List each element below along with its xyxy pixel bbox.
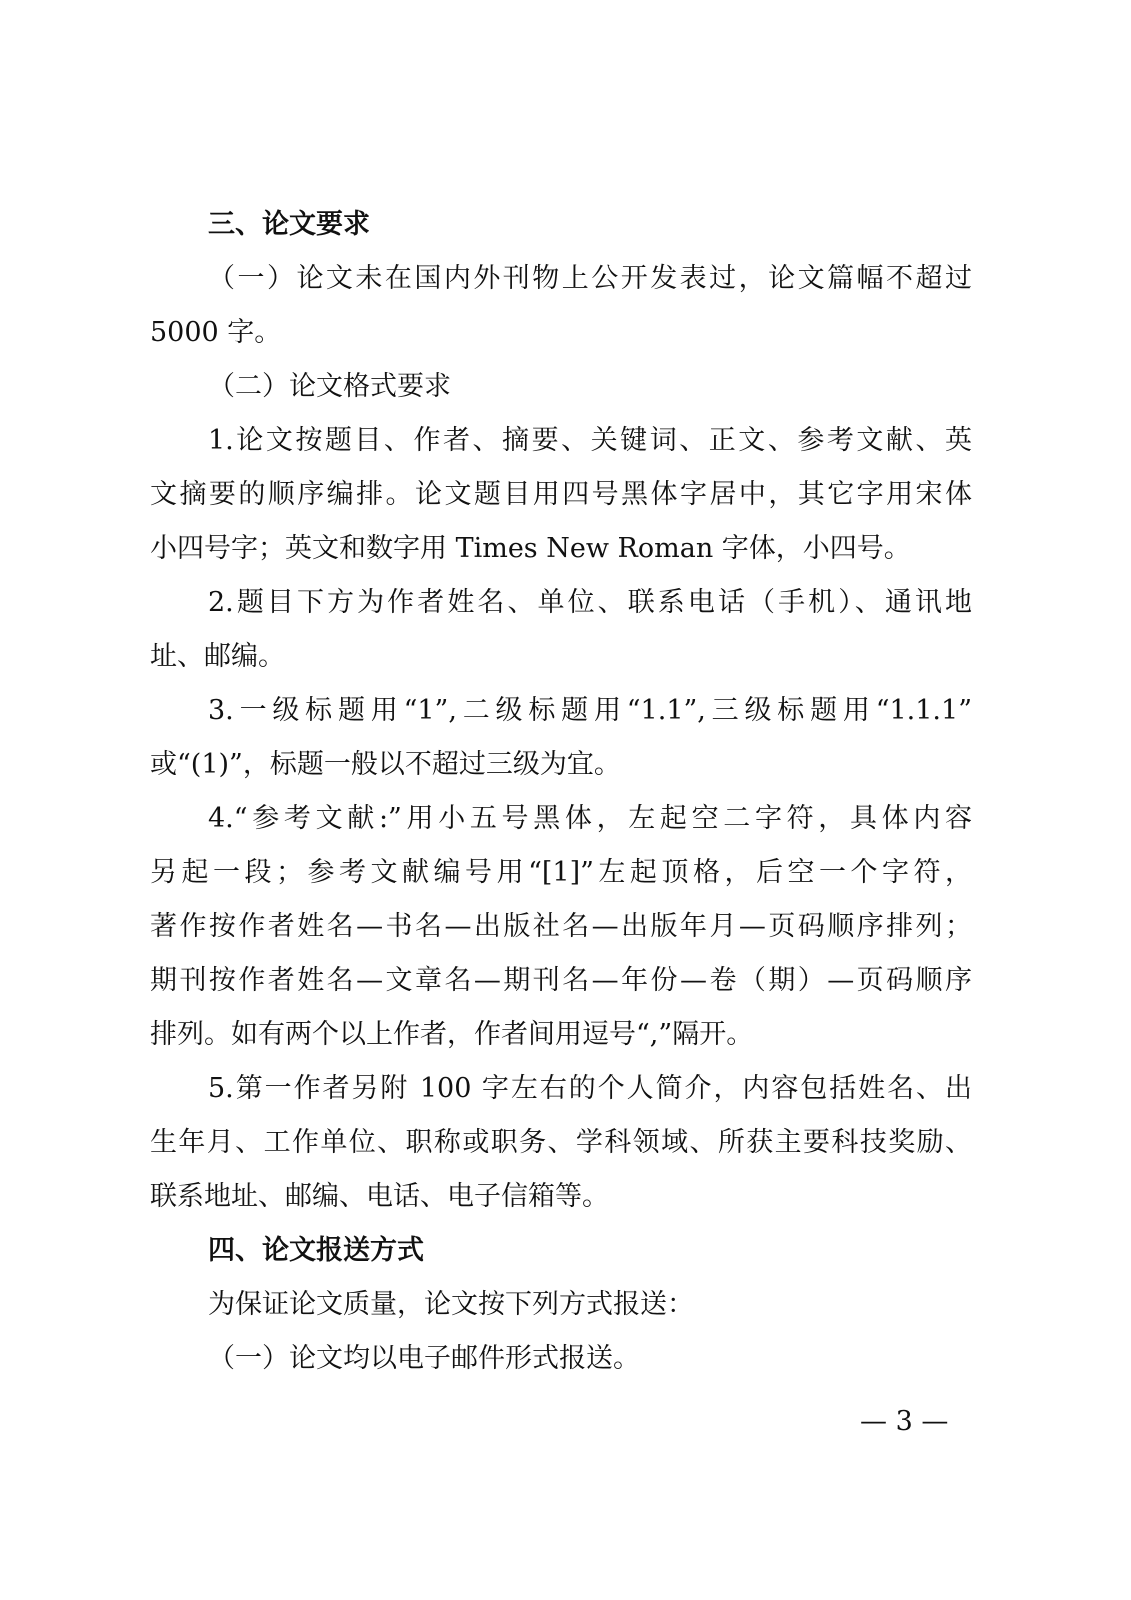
paragraph-line: 排列。如有两个以上作者，作者间用逗号“,”隔开。 xyxy=(150,1019,754,1050)
paragraph-line: 3.一级标题用“1”,二级标题用“1.1”,三级标题用“1.1.1” xyxy=(208,695,972,726)
paragraph-line: 另起一段；参考文献编号用“[1]”左起顶格，后空一个字符， xyxy=(150,857,972,888)
subsection-heading-format: （二）论文格式要求 xyxy=(208,371,451,402)
paragraph-line: 5000 字。 xyxy=(150,317,282,348)
paragraph-line: 文摘要的顺序编排。论文题目用四号黑体字居中，其它字用宋体 xyxy=(150,479,972,510)
paragraph-line: 1.论文按题目、作者、摘要、关键词、正文、参考文献、英 xyxy=(208,425,972,456)
paragraph-line: 2.题目下方为作者姓名、单位、联系电话（手机）、通讯地 xyxy=(208,587,972,618)
paragraph-line: （一）论文未在国内外刊物上公开发表过，论文篇幅不超过 xyxy=(208,263,972,294)
section-heading-paper-requirements: 三、论文要求 xyxy=(208,209,370,240)
paragraph-line: 4.“参考文献:”用小五号黑体，左起空二字符，具体内容 xyxy=(208,803,972,834)
document-body xyxy=(150,198,972,1386)
paragraph-line: 为保证论文质量，论文按下列方式报送： xyxy=(208,1289,694,1320)
paragraph-line: 5.第一作者另附 100 字左右的个人简介，内容包括姓名、出 xyxy=(208,1073,972,1104)
paragraph-line: 期刊按作者姓名—文章名—期刊名—年份—卷（期）—页码顺序 xyxy=(150,965,972,996)
paragraph-line: 著作按作者姓名—书名—出版社名—出版年月—页码顺序排列； xyxy=(150,911,972,942)
paragraph-line: 联系地址、邮编、电话、电子信箱等。 xyxy=(150,1181,609,1212)
paragraph-line: 生年月、工作单位、职称或职务、学科领域、所获主要科技奖励、 xyxy=(150,1127,972,1158)
paragraph-line: 或“(1)”，标题一般以不超过三级为宜。 xyxy=(150,749,621,780)
page-number: — 3 — xyxy=(860,1406,949,1437)
section-heading-submission-method: 四、论文报送方式 xyxy=(208,1235,424,1266)
paragraph-line: 址、邮编。 xyxy=(150,641,285,672)
paragraph-line: （一）论文均以电子邮件形式报送。 xyxy=(208,1343,640,1374)
paragraph-line: 小四号字；英文和数字用 Times New Roman 字体，小四号。 xyxy=(150,533,911,564)
